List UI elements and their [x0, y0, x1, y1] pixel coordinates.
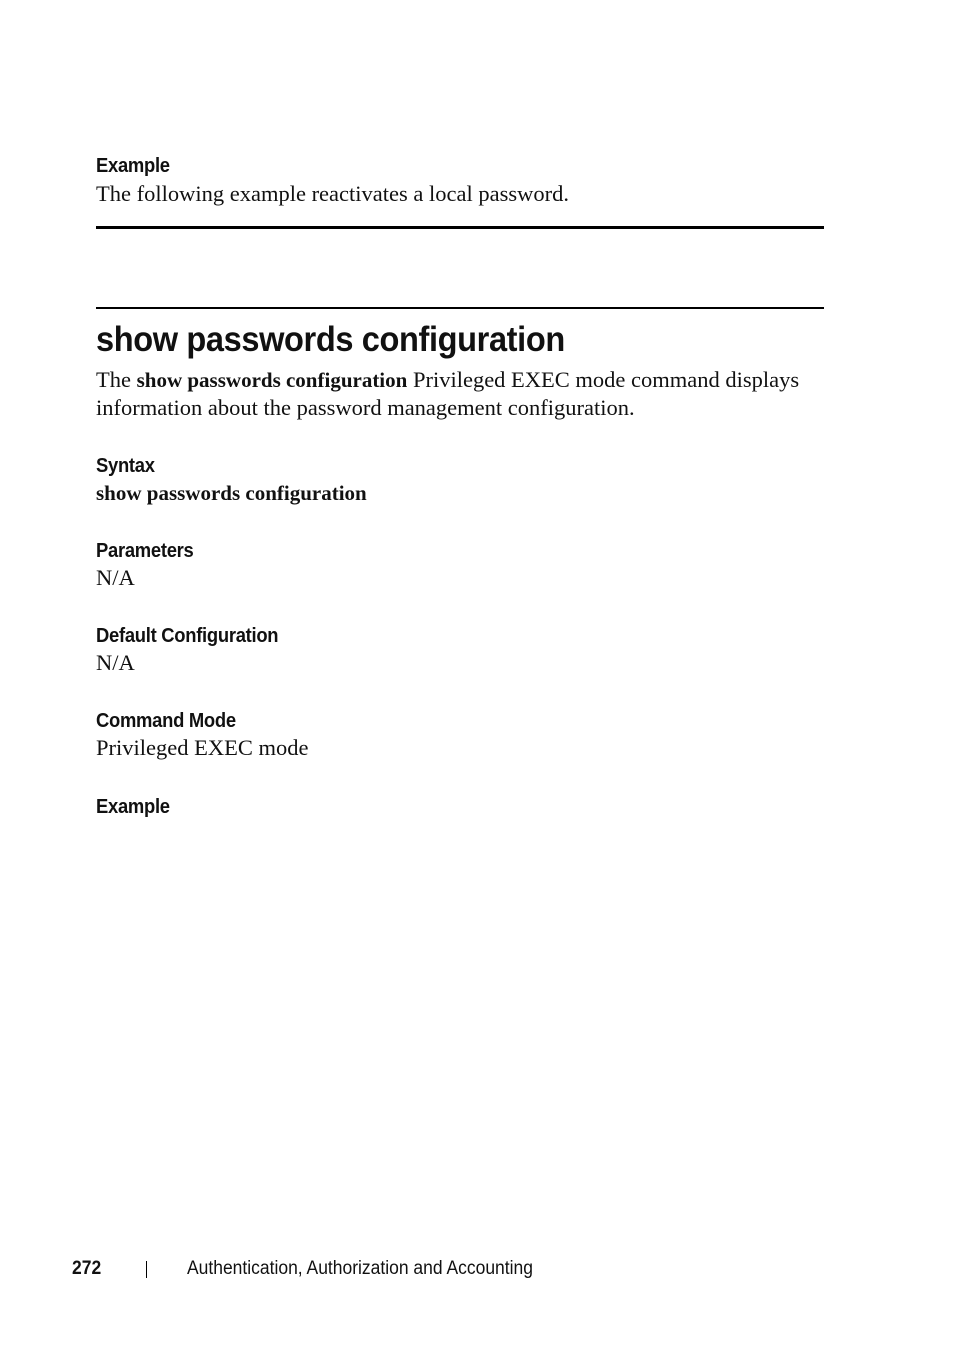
intro-command: show passwords configuration: [136, 368, 408, 392]
default-configuration-heading: Default Configuration: [96, 625, 279, 647]
syntax-heading: Syntax: [96, 455, 155, 477]
section-end-rule: [96, 226, 824, 229]
page-number: 272: [72, 1258, 102, 1279]
syntax-command: show passwords configuration: [96, 481, 367, 505]
example-description-prev: The following example reactivates a local password.: [96, 181, 569, 206]
intro-paragraph-line2: information about the password management configuration.: [96, 395, 635, 420]
parameters-value: N/A: [96, 565, 135, 590]
chapter-title: Authentication, Authorization and Accounting: [187, 1258, 533, 1279]
intro-suffix: Privileged EXEC mode command displays: [407, 367, 800, 392]
intro-paragraph-line1: [96, 366, 799, 394]
intro-prefix: The: [96, 367, 137, 392]
section-start-rule: [96, 307, 824, 309]
default-configuration-value: N/A: [96, 650, 135, 675]
page-title: show passwords configuration: [96, 320, 565, 359]
command-mode-heading: Command Mode: [96, 710, 236, 732]
example-heading: Example: [96, 796, 170, 818]
parameters-heading: Parameters: [96, 540, 194, 562]
example-heading-prev: Example: [96, 155, 170, 177]
footer-separator: [146, 1261, 147, 1278]
command-mode-value: Privileged EXEC mode: [96, 735, 309, 760]
